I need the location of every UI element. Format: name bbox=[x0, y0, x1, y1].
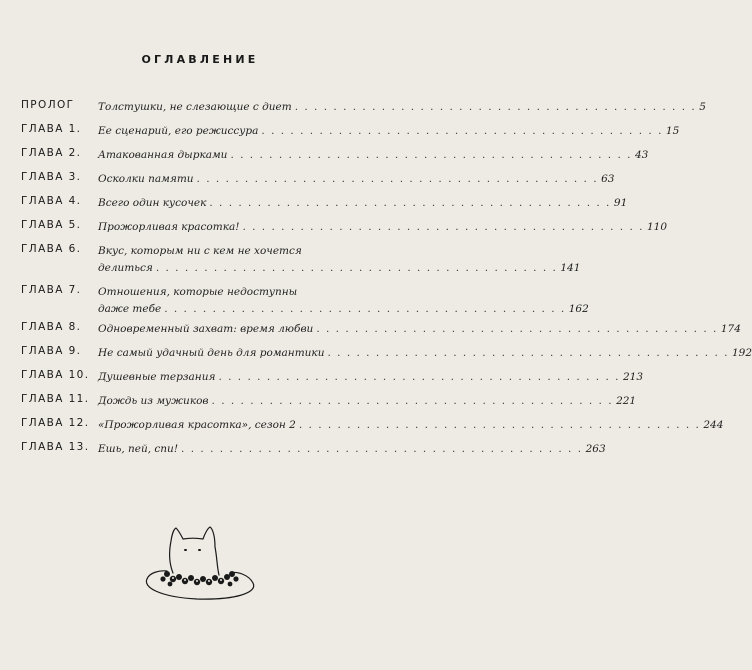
page-number: 244 bbox=[703, 419, 724, 431]
dot-leader: . . . . . . . . . . . . . . . . . . . . . . . . . . . . . . . . . . . . . . . . . . bbox=[196, 173, 599, 185]
chapter-title: Ее сценарий, его режиссура bbox=[98, 125, 259, 137]
chapter-title: Всего один кусочек bbox=[98, 197, 207, 209]
toc-entry bbox=[21, 195, 628, 211]
chapter-title: Не самый удачный день для романтики bbox=[98, 347, 325, 359]
chapter-label: ГЛАВА 9. bbox=[21, 345, 82, 357]
page-number: 221 bbox=[616, 395, 637, 407]
chapter-title: Одновременный захват: время любви bbox=[98, 323, 314, 335]
chapter-title: «Прожорливая красотка», сезон 2 bbox=[98, 419, 296, 431]
dot-leader: . . . . . . . . . . . . . . . . . . . . . . . . . . . . . . . . . . . . . . . . . . bbox=[209, 197, 611, 209]
chapter-label: ГЛАВА 4. bbox=[21, 195, 82, 207]
toc-heading: ОГЛАВЛЕНИЕ bbox=[141, 53, 259, 66]
chapter-label: ГЛАВА 12. bbox=[21, 417, 90, 429]
chapter-title: Вкус, которым ни с кем не хочется bbox=[98, 245, 302, 257]
dot-leader: . . . . . . . . . . . . . . . . . . . . . . . . . . . . . . . . . . . . . . . . . . bbox=[298, 419, 701, 431]
toc-entry bbox=[21, 99, 706, 115]
chapter-label: ГЛАВА 8. bbox=[21, 321, 82, 333]
chapter-title-continued: даже тебе bbox=[98, 303, 162, 315]
dot-leader: . . . . . . . . . . . . . . . . . . . . . . . . . . . . . . . . . . . . . . . . . . bbox=[242, 221, 644, 233]
toc-entry bbox=[21, 219, 668, 235]
toc-entry bbox=[21, 243, 581, 274]
chapter-title: Атакованная дырками bbox=[98, 149, 228, 161]
chapter-label: ГЛАВА 6. bbox=[21, 243, 82, 255]
page-number: 63 bbox=[601, 173, 615, 185]
dot-leader: . . . . . . . . . . . . . . . . . . . . . . . . . . . . . . . . . . . . . . . . . . bbox=[181, 443, 583, 455]
chapter-title: Дождь из мужиков bbox=[98, 395, 209, 407]
page-number: 162 bbox=[568, 303, 589, 315]
toc-entry bbox=[21, 369, 644, 385]
toc-entry bbox=[21, 441, 606, 457]
toc-entry bbox=[21, 284, 589, 315]
chapter-label: ГЛАВА 3. bbox=[21, 171, 82, 183]
chapter-title: Прожорливая красотка! bbox=[98, 221, 240, 233]
chapter-label: ГЛАВА 5. bbox=[21, 219, 82, 231]
page-number: 213 bbox=[622, 371, 644, 383]
toc-entry bbox=[21, 345, 752, 361]
chapter-label: ГЛАВА 2. bbox=[21, 147, 82, 159]
chapter-label: ГЛАВА 10. bbox=[21, 369, 90, 381]
chapter-label: ГЛАВА 11. bbox=[21, 393, 90, 405]
page-number: 263 bbox=[585, 443, 606, 455]
chapter-label: ГЛАВА 7. bbox=[21, 284, 82, 296]
toc-entry bbox=[21, 393, 637, 409]
chapter-label: ПРОЛОГ bbox=[21, 99, 75, 111]
page-number: 141 bbox=[560, 262, 581, 274]
toc-entry bbox=[21, 147, 649, 163]
page-number: 110 bbox=[646, 221, 668, 233]
chapter-label: ГЛАВА 13. bbox=[21, 441, 90, 453]
page-number: 91 bbox=[613, 197, 628, 209]
page-number: 5 bbox=[699, 101, 706, 113]
page-number: 192 bbox=[732, 347, 752, 359]
chapter-title: Осколки памяти bbox=[98, 173, 194, 185]
chapter-title: Ешь, пей, спи! bbox=[98, 443, 179, 455]
toc-entry bbox=[21, 417, 724, 433]
toc-entry bbox=[21, 321, 741, 337]
dot-leader: . . . . . . . . . . . . . . . . . . . . . . . . . . . . . . . . . . . . . . . . . . bbox=[230, 149, 632, 161]
dot-leader: . . . . . . . . . . . . . . . . . . . . . . . . . . . . . . . . . . . . . . . . . . bbox=[261, 125, 663, 137]
cat-in-hat-illustration bbox=[135, 517, 265, 607]
toc-entry bbox=[21, 171, 615, 187]
page-number: 43 bbox=[634, 149, 649, 161]
dot-leader: . . . . . . . . . . . . . . . . . . . . . . . . . . . . . . . . . . . . . . . . . . bbox=[316, 323, 718, 335]
chapter-title: Толстушки, не слезающие с диет bbox=[98, 101, 292, 113]
chapter-title: Душевные терзания bbox=[98, 371, 216, 383]
toc-entry bbox=[21, 123, 680, 139]
dot-leader: . . . . . . . . . . . . . . . . . . . . . . . . . . . . . . . . . . . . . . . . . . bbox=[164, 303, 566, 315]
chapter-label: ГЛАВА 1. bbox=[21, 123, 82, 135]
chapter-title: Отношения, которые недоступны bbox=[98, 286, 298, 298]
dot-leader: . . . . . . . . . . . . . . . . . . . . . . . . . . . . . . . . . . . . . . . . . . bbox=[155, 262, 558, 274]
dot-leader: . . . . . . . . . . . . . . . . . . . . . . . . . . . . . . . . . . . . . . . . . . bbox=[294, 101, 697, 113]
page-number: 15 bbox=[665, 125, 680, 137]
dot-leader: . . . . . . . . . . . . . . . . . . . . . . . . . . . . . . . . . . . . . . . . . . bbox=[327, 347, 729, 359]
dot-leader: . . . . . . . . . . . . . . . . . . . . . . . . . . . . . . . . . . . . . . . . . . bbox=[211, 395, 614, 407]
chapter-title-continued: делиться bbox=[98, 262, 153, 274]
page-number: 174 bbox=[720, 323, 741, 335]
dot-leader: . . . . . . . . . . . . . . . . . . . . . . . . . . . . . . . . . . . . . . . . . . bbox=[218, 371, 620, 383]
